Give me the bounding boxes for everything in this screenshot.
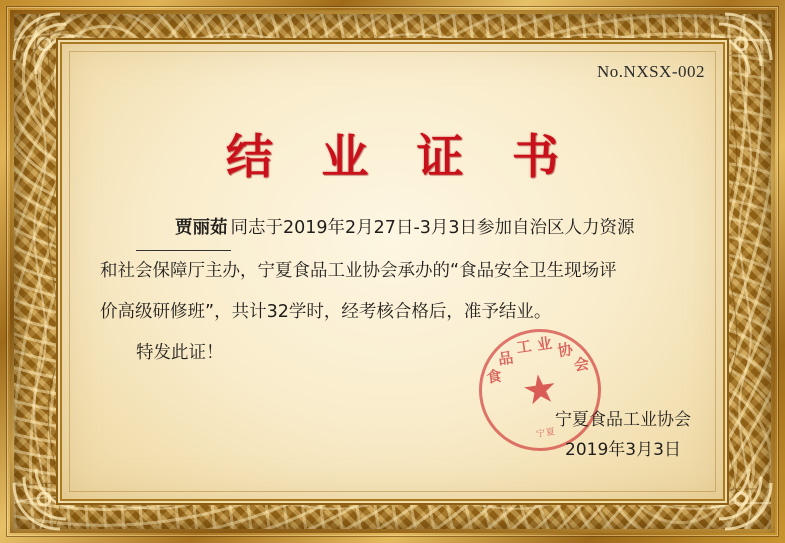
issue-date: 2019年3月3日 — [565, 440, 681, 460]
seal-arc-char-2: 品 — [497, 348, 515, 369]
seal-bottom-text: 宁夏 — [535, 427, 557, 440]
seal-arc-char-1: 食 — [485, 366, 503, 387]
certificate-title: 结 业 证 书 — [225, 130, 576, 185]
recipient-name: 贾丽茹 — [136, 208, 231, 251]
seal-arc-char-3: 工 — [515, 336, 533, 357]
issuer-block — [555, 405, 691, 465]
seal-arc-char-4: 业 — [535, 334, 554, 354]
body-line-2: 和社会保障厅主办，宁夏食品工业协会承办的“食品安全卫生现场评 — [100, 261, 617, 281]
seal-arc-char-5: 协 — [556, 340, 574, 361]
body-paragraph-1 — [100, 208, 699, 251]
body-line-4: 特发此证！ — [136, 343, 224, 363]
certificate-body — [100, 208, 699, 374]
body-line-1: 同志于2019年2月27日-3月3日参加自治区人力资源 — [230, 218, 635, 238]
certificate-content — [76, 56, 709, 487]
serial-number: No.NXSX-002 — [597, 62, 705, 81]
body-line-3: 价高级研修班”，共计32学时，经考核合格后，准予结业。 — [100, 302, 552, 322]
seal-star-icon: ★ — [519, 364, 561, 416]
issuer-organization: 宁夏食品工业协会 — [555, 410, 691, 430]
seal-arc-char-6: 会 — [572, 354, 591, 375]
